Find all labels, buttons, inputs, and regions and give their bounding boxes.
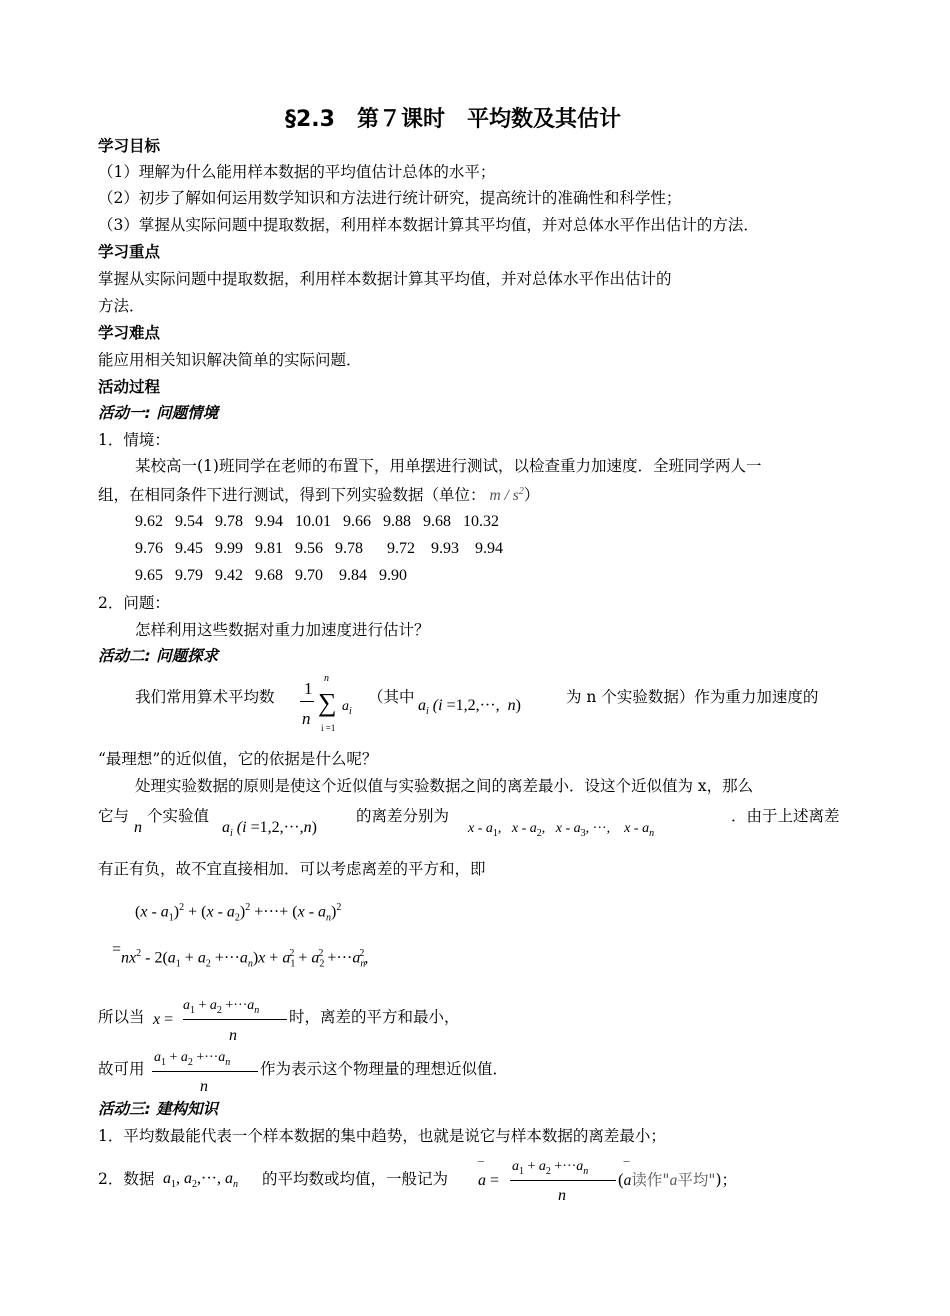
sum-squares-formula: $(x - a_1)^2 + (x - a_2)^2$ +···+ $(x - a_n)^2$ [135, 902, 342, 924]
knowledge-item-2-a: 2．数据 [98, 1170, 155, 1188]
key-points-heading: 学习重点 [98, 243, 161, 261]
document-page: §2.3 第７课时 平均数及其估计 学习目标 （1）理解为什么能用样本数据的平均值估计总体的水平； （2）初步了解如何运用数学知识和方法进行统计研究，提高统计的准确性和科学性； （3）掌握从实际问题中提取数据，利用样本数据计算其平均值，并对总体水平作出估计的方法． 学习重点 掌握从实际问题中提取数据，利用样本数据计算其平均值，并对总体水平作出估计的 方法． 学习难点 能应用相关知识解决简单的实际问题． 活动过程 活动一: 问题情境 1．情境： 某校高一(1)班同学在老师的布置下，用单摆进行测试，以检查重力加速度．全班同学两人一 组，在相同条件下进行测试，得到下列实验数据（单位： m / $s^2$） 9.62 9.54 9.78 9.94 10.01 9.66 9.88 9.68 10.32 9.76 9.45 9.99 9.81 9.56 9.78 9.72 9.93 9.94 9.65 9.79 9.42 9.68 9.70 9.84 9.90 2．问题： 怎样利用这些数据对重力加速度进行估计？ 活动二: 问题探求 我们常用算术平均数 1 n ∑ n i =1 $a_i$ （其中 $a_i$ (i =1,2,···, n) 为 n 个实验数据）作为重力加速度的 “最理想”的近似值，它的依据是什么呢？ 处理实验数据的原则是使这个近似值与实验数据之间的离差最小．设这个近似值为 x，那么 它与 n 个实验值 $a_i$ (i =1,2,···,n) 的离差分别为 x - $a_1$, x - $a_2$, x - $a_3$, ···, x - $a_n$ ．由于上述离差 有正有负，故不宜直接相加．可以考虑离差的平方和，即 $(x - a_1)^2 + (x - a_2)^2$ +···+ $(x - a_n)^2$ $=nx^2 - 2(a_1 + a_2 +\cdot\cdot\cdot a_n)x + a_1^2 + a_2^2 +\cdot\cdot\cdot a_n^2$, 所以当 x = $a_1 + a_2 +\cdot\cdot\cdot a_n$ n 时，离差的平方和最小， 故可用 $a_1 + a_2 +\cdot\cdot\cdot a_n$ n 作为表示这个物理量的理想近似值． 活动三: 建构知识 1．平均数最能代表一个样本数据的集中趋势，也就是说它与样本数据的离差最小； 2．数据 $a_1$, $a_2,\cdot\cdot\cdot$, $a_n$ 的平均数或均值，一般记为 a ¯ = $a_1 + a_2 +\cdot\cdot\cdot a_n$ n (a ¯ 读作"a平均")； [98, 107, 840, 1204]
situation-line-1: 某校高一(1)班同学在老师的布置下，用单摆进行测试，以检查重力加速度．全班同学两人一 [135, 457, 762, 475]
abar-numerator: $a_1 + a_2 +\cdot\cdot\cdot a_n$ [512, 1159, 589, 1177]
data-row-1: 9.62 9.54 9.78 9.94 10.01 9.66 9.88 9.68 10.32 [135, 513, 499, 530]
abar-fraction-bar [510, 1180, 616, 1181]
p2-text-a: 它与 [98, 807, 130, 825]
data-row-2: 9.76 9.45 9.99 9.81 9.56 9.78 9.72 9.93 9.94 [135, 540, 503, 557]
data-row-3: 9.65 9.79 9.42 9.68 9.70 9.84 9.90 [135, 567, 407, 584]
read-as-text: 读作" [631, 1171, 670, 1189]
p3-text-a: 所以当 [98, 1008, 145, 1026]
mean-denominator: n [229, 1027, 237, 1044]
unit: m / s [489, 487, 519, 505]
x-equals: x = [153, 1011, 174, 1028]
p2-text-b: 个实验值 [147, 807, 210, 825]
x-fraction-bar [183, 1019, 287, 1020]
approx-fraction-bar [152, 1071, 258, 1072]
deviations-formula: x - $a_1$, x - $a_2$, x - $a_3$, ···, x - $a_n$ [468, 821, 655, 839]
p1-text-c: 为 n 个实验数据）作为重力加速度的 [566, 688, 819, 706]
situation-line-2 [98, 487, 539, 504]
index-formula: $a_i$ (i =1,2,···, n) [418, 697, 521, 718]
approx-numerator: $a_1 + a_2 +\cdot\cdot\cdot a_n$ [154, 1050, 231, 1068]
situation-label: 1．情境： [98, 431, 170, 449]
unit-exponent: 2 [518, 486, 524, 497]
close-paren: ） [523, 486, 540, 505]
values-formula: $a_i$ (i =1,2,···,n) [222, 819, 317, 840]
knowledge-item-1: 1．平均数最能代表一个样本数据的集中趋势，也就是说它与样本数据的离差最小； [98, 1127, 666, 1145]
a-bar-formula: a ¯ = [478, 1159, 500, 1189]
page-title: §2.3 第７课时 平均数及其估计 [285, 107, 621, 132]
activity1-heading: 活动一: 问题情境 [98, 404, 219, 422]
question-text: 怎样利用这些数据对重力加速度进行估计？ [135, 621, 430, 639]
mean-fraction-bar [300, 701, 314, 702]
question-label: 2．问题： [98, 594, 170, 612]
difficulties-text: 能应用相关知识解决简单的实际问题． [98, 351, 362, 369]
abar-reading: (a ¯ 读作"a平均")； [618, 1159, 738, 1189]
n-symbol: n [134, 819, 142, 836]
activity3-heading: 活动三: 建构知识 [98, 1100, 219, 1118]
objectives-heading: 学习目标 [98, 137, 161, 155]
p1-text-b: （其中 [368, 688, 415, 706]
expanded-formula: $=nx^2 - 2(a_1 + a_2 +\cdot\cdot\cdot a_n)x + a_1^2 + a_2^2 +\cdot\cdot\cdot a_n^2$, [112, 941, 369, 970]
data-list-formula: $a_1$, $a_2,\cdot\cdot\cdot$, $a_n$ [163, 1170, 238, 1191]
process-heading: 活动过程 [98, 378, 161, 396]
key-points-line-1: 掌握从实际问题中提取数据，利用样本数据计算其平均值，并对总体水平作出估计的 [98, 270, 672, 288]
p2-line-3: 有正有负，故不宜直接相加．可以考虑离差的平方和，即 [98, 860, 486, 878]
p4-text-a: 故可用 [98, 1060, 145, 1078]
situation-text: 组，在相同条件下进行测试，得到下列实验数据（单位： [98, 486, 486, 505]
p1-text-a: 我们常用算术平均数 [135, 688, 275, 706]
abar-denominator: n [558, 1187, 566, 1204]
mean-numerator: $a_1 + a_2 +\cdot\cdot\cdot a_n$ [183, 998, 260, 1016]
objective-3: （3）掌握从实际问题中提取数据，利用样本数据计算其平均值，并对总体水平作出估计的方法． [98, 216, 759, 234]
p3-text-b: 时，离差的平方和最小， [289, 1008, 460, 1026]
p2-line-1: 处理实验数据的原则是使这个近似值与实验数据之间的离差最小．设这个近似值为 x，那么 [135, 777, 754, 795]
p2-text-c: 的离差分别为 [356, 807, 450, 825]
difficulties-heading: 学习难点 [98, 324, 161, 342]
key-points-line-2: 方法． [98, 297, 145, 315]
objective-1: （1）理解为什么能用样本数据的平均值估计总体的水平； [98, 163, 496, 181]
activity2-heading: 活动二: 问题探求 [98, 647, 219, 665]
p4-text-b: 作为表示这个物理量的理想近似值． [260, 1060, 509, 1078]
item2-close: )； [715, 1171, 738, 1189]
p2-text-d: ．由于上述离差 [731, 807, 840, 825]
approx-denominator: n [200, 1078, 208, 1095]
knowledge-item-2-b: 的平均数或均值，一般记为 [262, 1170, 449, 1188]
average-text: 平均" [677, 1171, 716, 1189]
objective-2: （2）初步了解如何运用数学知识和方法进行统计研究，提高统计的准确性和科学性； [98, 189, 682, 207]
p1-line-2: “最理想”的近似值，它的依据是什么呢？ [98, 750, 378, 768]
